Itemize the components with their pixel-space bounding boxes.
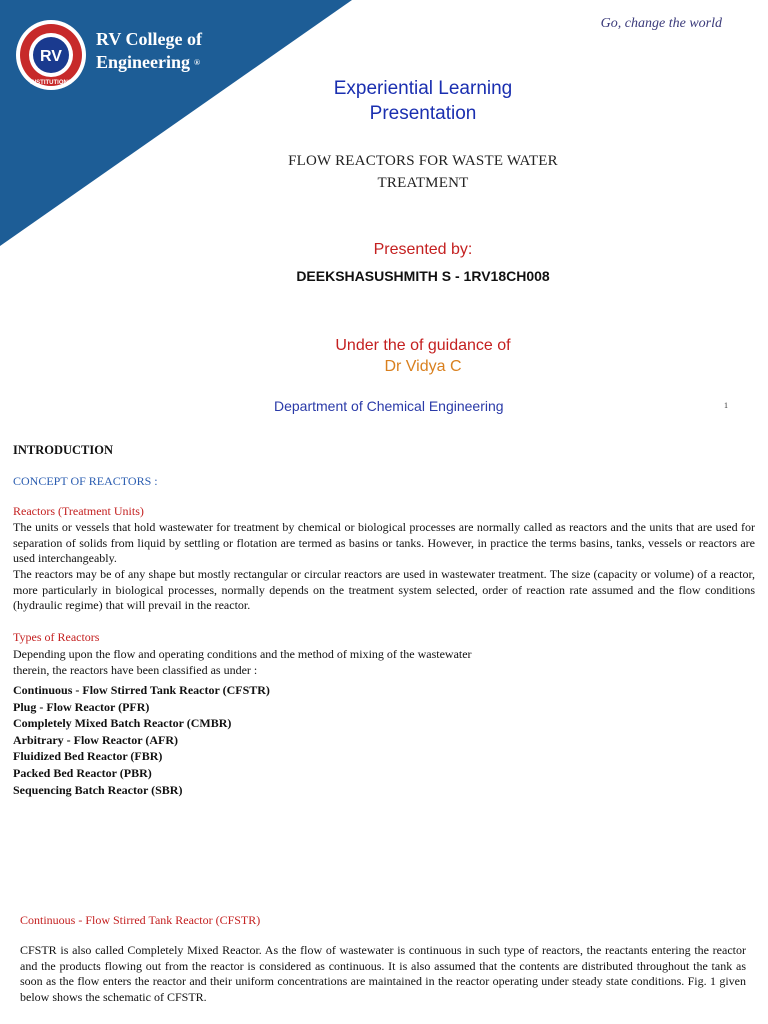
types-heading: Types of Reactors: [13, 630, 100, 644]
list-item: Packed Bed Reactor (PBR): [13, 765, 152, 780]
presented-by-label: Presented by:: [373, 241, 473, 258]
logo-ring-text: INSTITUTIONS: [30, 80, 72, 86]
paragraph-reactors-shape: The reactors may be of any shape but mostly rectangular or circular reactors are used in wastewater treatment. The size (capacity or volume) of a reactor, more particularly in biological processes, normally depends on the treatment system selected, order of reaction rate assumed and the flow conditions (hydraulic regime) that will prevail in the reactor.: [13, 567, 755, 613]
author-name: DEEKSHASUSHMITH S - 1RV18CH008: [296, 268, 550, 284]
types-intro-line2: therein, the reactors have been classified as under :: [13, 663, 258, 677]
list-item: Arbitrary - Flow Reactor (AFR): [13, 732, 179, 747]
paragraph-cfstr: CFSTR is also called Completely Mixed Reactor. As the flow of wastewater is continuous in such type of reactors, the reactants entering the reactor and the products flowing out from the reactor is considered as continuous. It is also assumed that the contents are distributed throughout the tank as soon as the flow enters the reactor and their uniform concentrations are maintained in the reactor operating under steady state conditions. Fig. 1 given below shows the schematic of CFSTR.: [20, 943, 746, 1004]
logo-text: RV: [40, 48, 62, 65]
project-title-line1: FLOW REACTORS FOR WASTE WATER: [288, 153, 558, 169]
page-number: 1: [724, 401, 728, 410]
list-item: Completely Mixed Batch Reactor (CMBR): [13, 716, 232, 731]
title-line2: Presentation: [369, 103, 477, 124]
presentation-title: [0, 76, 768, 126]
types-intro-line1: Depending upon the flow and operating conditions and the method of mixing of the wastewater: [13, 647, 472, 661]
list-item: Continuous - Flow Stirred Tank Reactor (CFSTR): [13, 683, 270, 697]
reactor-types-list: [13, 682, 270, 798]
list-item: Plug - Flow Reactor (PFR): [13, 699, 150, 714]
cfstr-heading: Continuous - Flow Stirred Tank Reactor (CFSTR): [20, 913, 261, 927]
project-title-line2: TREATMENT: [377, 175, 469, 191]
college-name-line1: RV College of: [96, 29, 203, 49]
tagline: Go, change the world: [600, 16, 722, 31]
college-name: [96, 28, 202, 74]
list-item: Sequencing Batch Reactor (SBR): [13, 782, 183, 797]
reactors-heading: Reactors (Treatment Units): [13, 504, 144, 518]
title-line1: Experiential Learning: [333, 78, 513, 99]
list-item: Fluidized Bed Reactor (FBR): [13, 749, 163, 764]
project-title: [0, 150, 768, 194]
guidance-label: Under the of guidance of: [335, 337, 511, 354]
paragraph-reactors-definition: The units or vessels that hold wastewater for treatment by chemical or biological processes are normally called as reactors and the units that are used for separation of solids from liquid by settling or flotation are termed as basins or tanks. However, in practice the terms basins, tanks, vessels or reactors are used interchangeably.: [13, 520, 755, 566]
guide-name: Dr Vidya C: [384, 358, 462, 375]
department-name: Department of Chemical Engineering: [274, 398, 504, 414]
registered-mark: ®: [194, 58, 200, 67]
college-name-line2: Engineering: [96, 52, 191, 72]
introduction-heading: INTRODUCTION: [13, 443, 114, 457]
concept-heading: CONCEPT OF REACTORS :: [13, 474, 158, 488]
